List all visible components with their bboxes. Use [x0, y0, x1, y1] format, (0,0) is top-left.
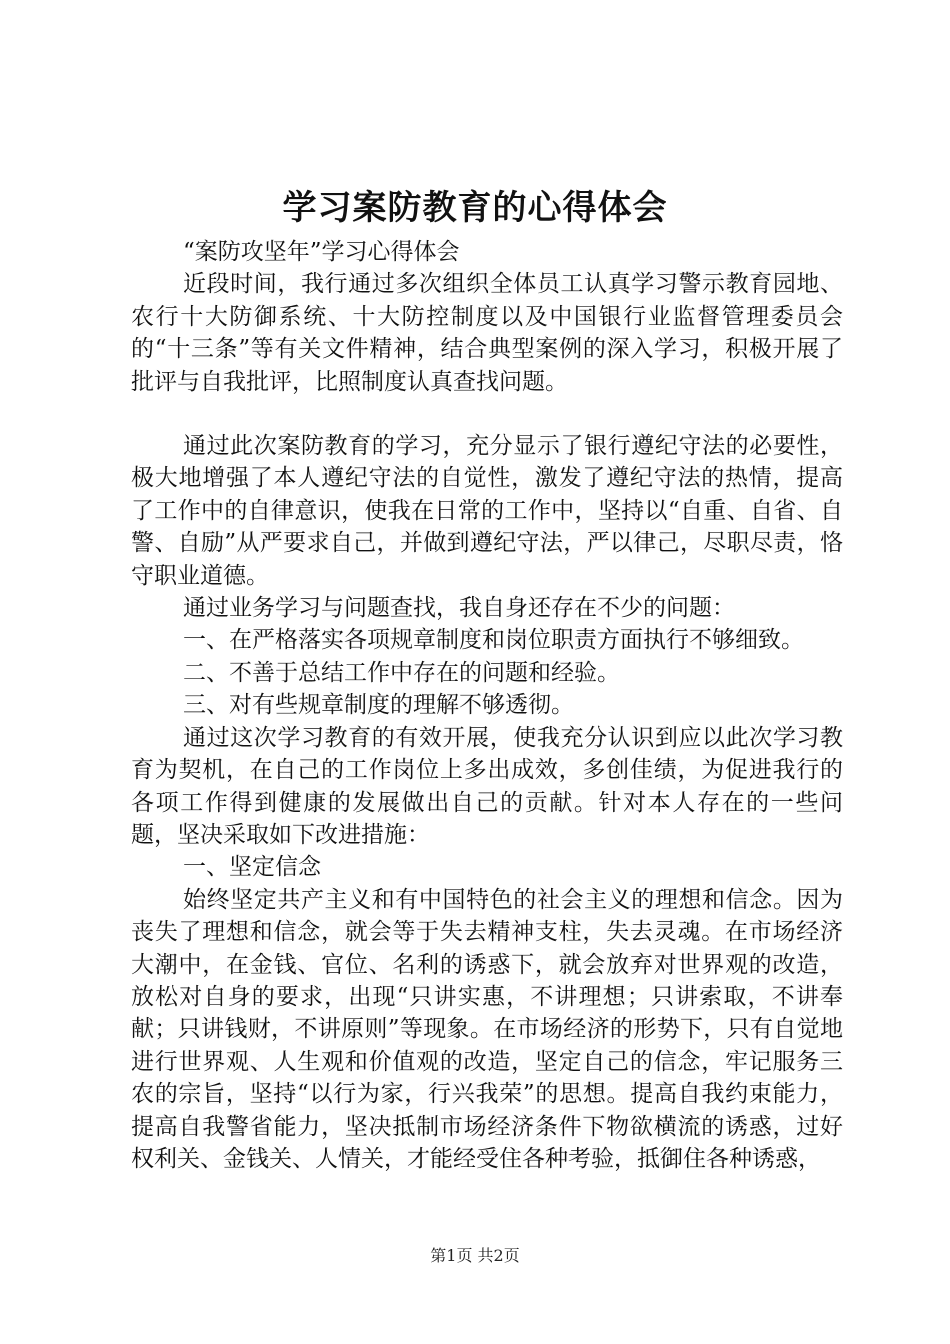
list-item-paragraph: 三、对有些规章制度的理解不够透彻。 [183, 692, 574, 719]
list-item-paragraph: 一、在严格落实各项规章制度和岗位职责方面执行不够细致。 [183, 627, 804, 654]
list-item-paragraph: 二、不善于总结工作中存在的问题和经验。 [183, 659, 620, 686]
section-heading: 一、坚定信念 [183, 854, 321, 881]
body-paragraph: 通过业务学习与问题查找，我自身还存在不少的问题： [183, 595, 735, 622]
paragraph-spacer [131, 398, 843, 430]
page-number-footer: 第1页 共2页 [430, 1246, 520, 1265]
document-title: 学习案防教育的心得体会 [282, 188, 668, 228]
body-paragraph: 始终坚定共产主义和有中国特色的社会主义的理想和信念。因为丧失了理想和信念，就会等于失去精神支柱，失去灵魂。在市场经济大潮中，在金钱、官位、名利的诱惑下，就会放弃对世界观的改造，放松对自身的要求，出现“只讲实惠，不讲理想；只讲索取，不讲奉献；只讲钱财，不讲原则”等现象。在市场经济的形势下，只有自觉地进行世界观、人生观和价值观的改造，坚定自己的信念，牢记服务三农的宗旨，坚持“以行为家，行兴我荣”的思想。提高自我约束能力，提高自我警省能力，坚决抵制市场经济条件下物欲横流的诱惑，过好权利关、金钱关、人情关，才能经受住各种考验，抵御住各种诱惑， [131, 886, 843, 1172]
document-body [131, 236, 843, 1175]
body-paragraph: 通过这次学习教育的有效开展，使我充分认识到应以此次学习教育为契机，在自己的工作岗位上多出成效，多创佳绩，为促进我行的各项工作得到健康的发展做出自己的贡献。针对本人存在的一些问题，坚决采取如下改进措施： [131, 724, 843, 848]
subtitle-paragraph: “案防攻坚年”学习心得体会 [183, 239, 460, 265]
body-paragraph: 通过此次案防教育的学习，充分显示了银行遵纪守法的必要性，极大地增强了本人遵纪守法的自觉性，激发了遵纪守法的热情，提高了工作中的自律意识，使我在日常的工作中，坚持以“自重、自省、自警、自励”从严要求自己，并做到遵纪守法，严以律己，尽职尽责，恪守职业道德。 [131, 433, 843, 589]
body-paragraph: 近段时间，我行通过多次组织全体员工认真学习警示教育园地、农行十大防御系统、十大防控制度以及中国银行业监督管理委员会的“十三条”等有关文件精神，结合典型案例的深入学习，积极开展了批评与自我批评，比照制度认真查找问题。 [131, 271, 843, 395]
